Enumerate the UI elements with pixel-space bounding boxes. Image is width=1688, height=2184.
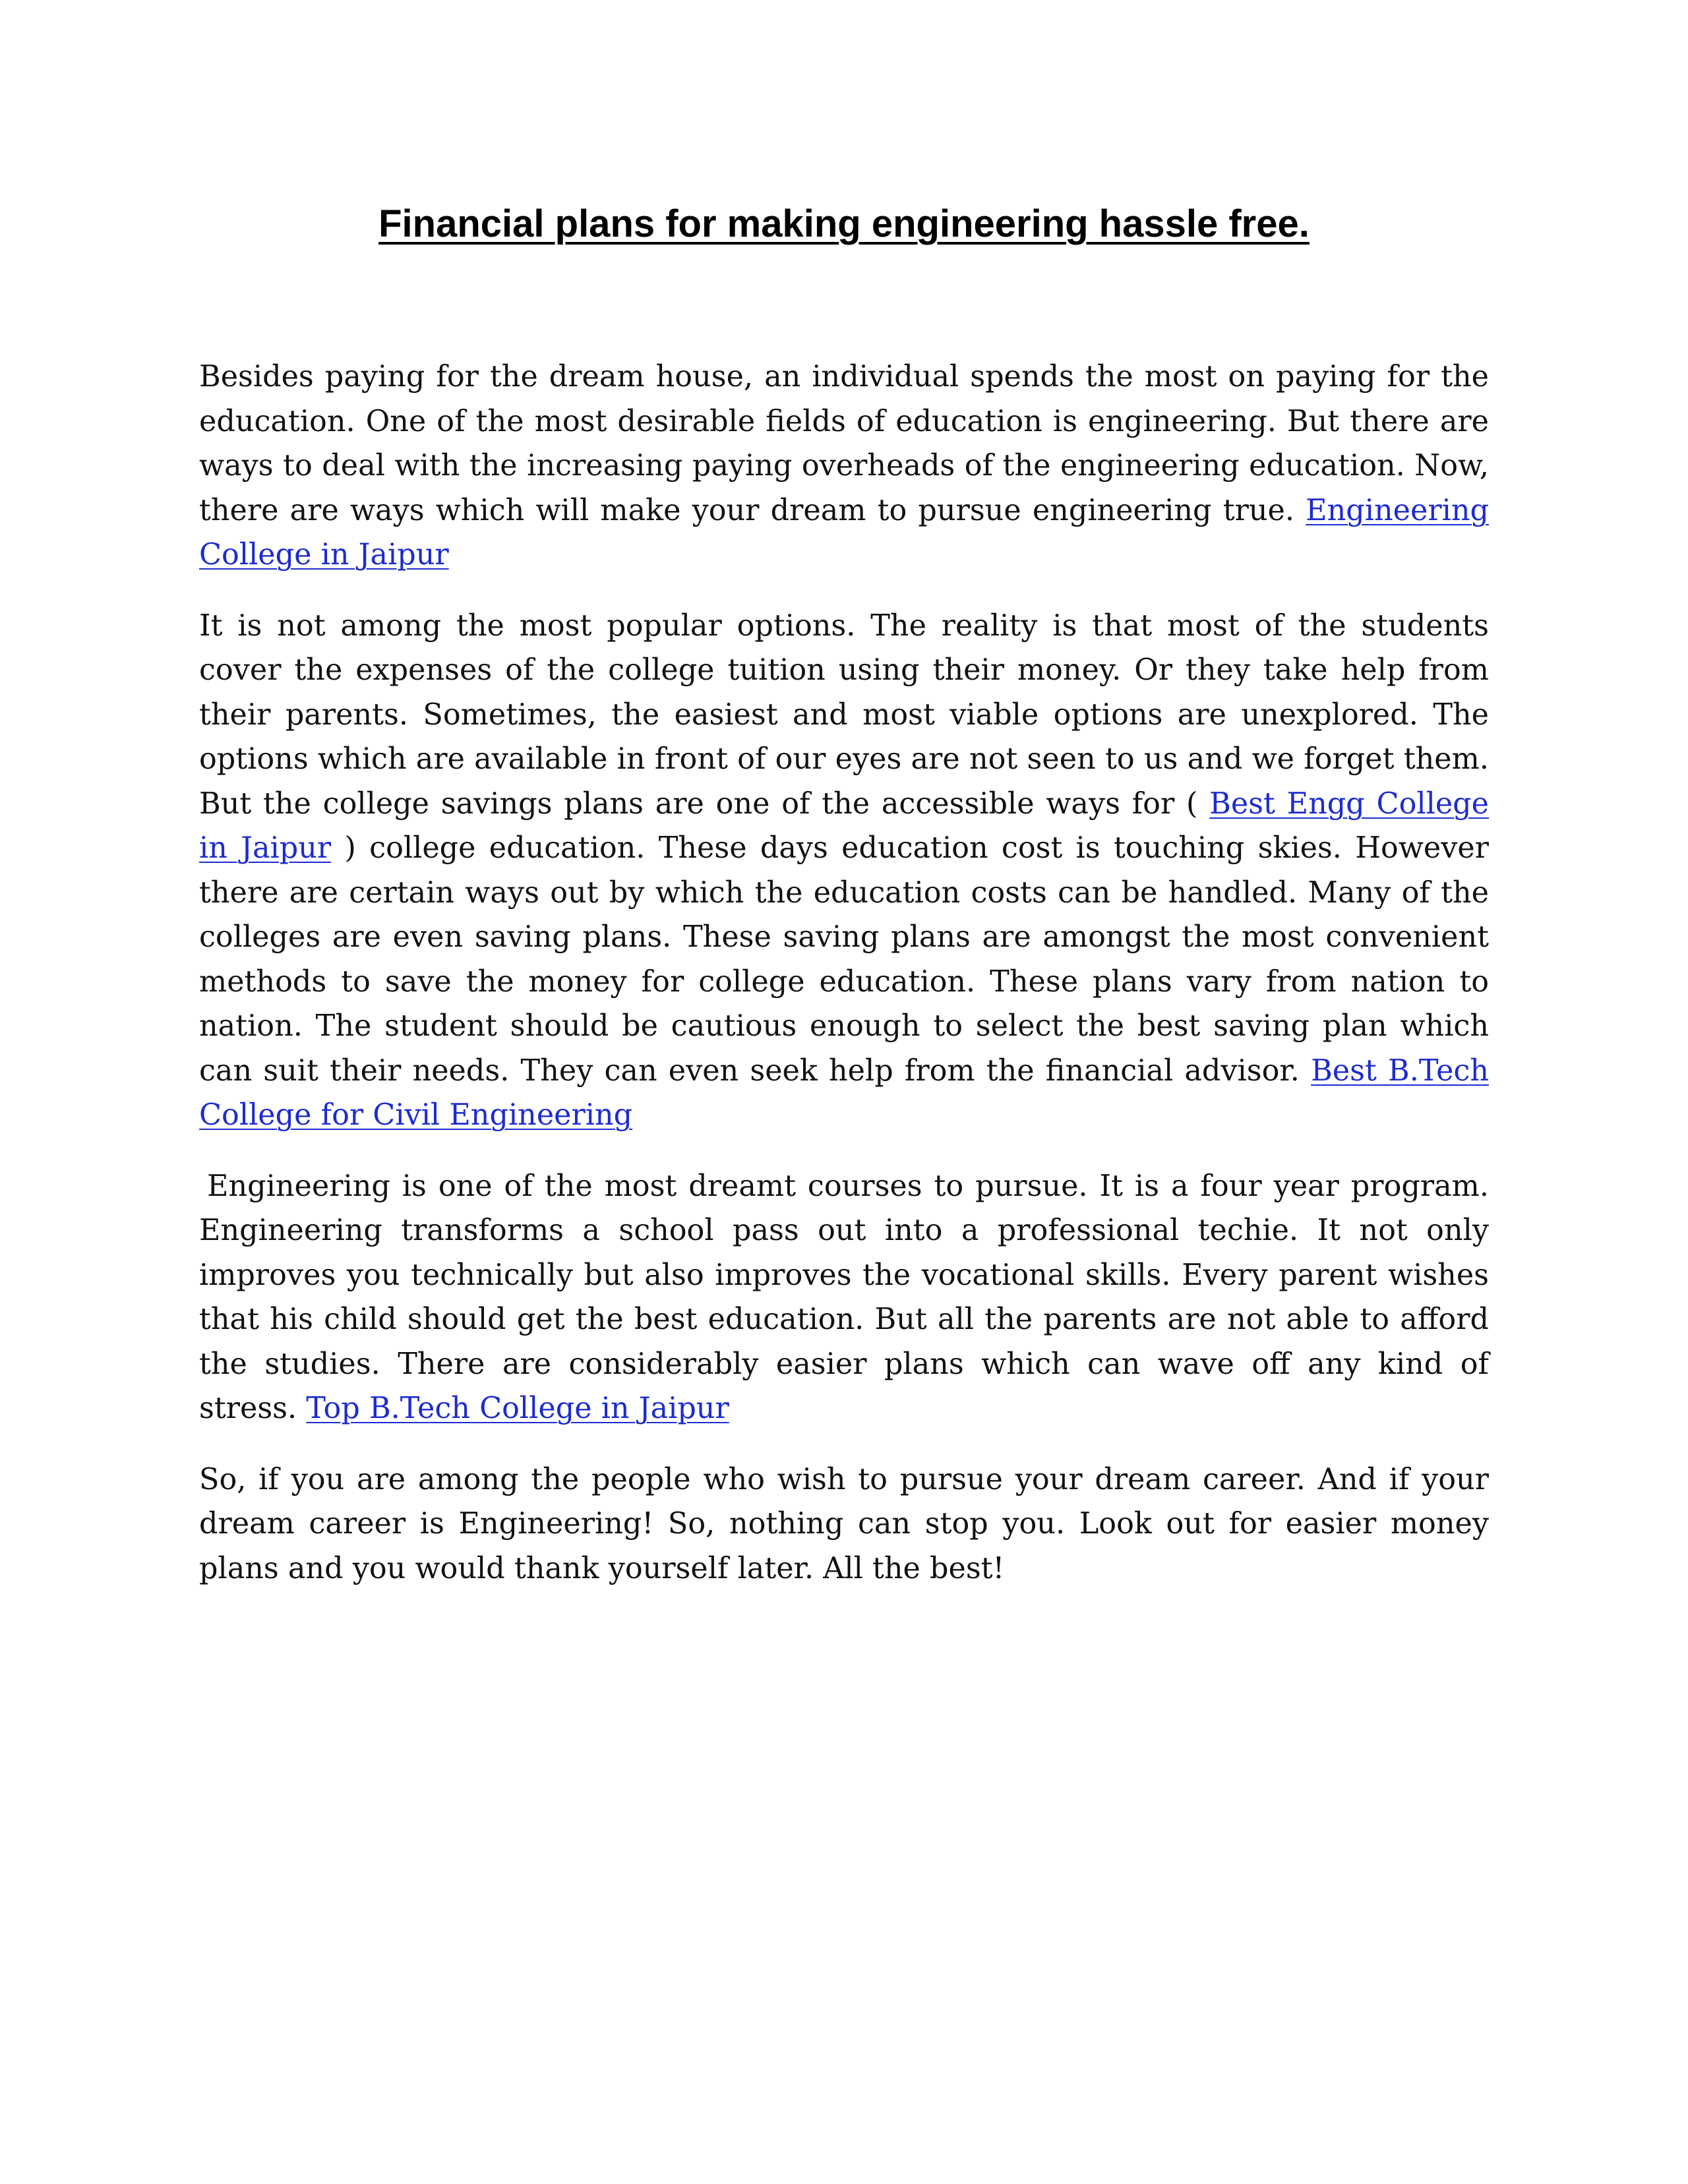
document-title	[0, 198, 1688, 251]
paragraph-2	[199, 604, 1489, 1138]
link-best-engg-college-in-jaipur[interactable]: Best Engg College in Jaipur	[199, 786, 1489, 865]
link-engineering-college-in-jaipur[interactable]: Engineering College in Jaipur	[199, 493, 1489, 572]
paragraph-2-text-before: It is not among the most popular options. The reality is that most of the students cover the expenses of the college tuition using their money. Or they take help from their parents. Sometimes, the easiest and most viable options are unexplored. The options which are available in front of our eyes are not seen to us and we forget them. But the college savings plans are one of the accessible ways for (	[199, 608, 1489, 821]
document-body	[199, 355, 1489, 1617]
paragraph-4	[199, 1458, 1489, 1591]
paragraph-1-text: Besides paying for the dream house, an individual spends the most on paying for the education. One of the most desirable fields of education is engineering. But there are ways to deal with the increasing paying overheads of the engineering education. Now, there are ways which will make your dream to pursue engineering true.	[199, 360, 1489, 527]
link-best-btech-college-civil-engineering[interactable]: Best B.Tech College for Civil Engineering	[199, 1053, 1489, 1132]
paragraph-4-text: So, if you are among the people who wish to pursue your dream career. And if your dream career is Engineering! So, nothing can stop you. Look out for easier money plans and you would thank yourself later. All the best!	[199, 1462, 1489, 1585]
paragraph-3	[199, 1164, 1489, 1431]
paragraph-1	[199, 355, 1489, 577]
document-title-text: Financial plans for making engineering hassle free.	[378, 202, 1310, 245]
paragraph-2-text-after: ) college education. These days education cost is touching skies. However there are certain ways out by which the education costs can be handled. Many of the colleges are even saving plans. These saving plans are amongst the most convenient methods to save the money for college education. These plans vary from nation to nation. The student should be cautious enough to select the best saving plan which can suit their needs. They can even seek help from the financial advisor.	[199, 831, 1489, 1088]
paragraph-3-text: Engineering is one of the most dreamt courses to pursue. It is a four year program. Engineering transforms a school pass out into a professional techie. It not only improves you technically but also improves the vocational skills. Every parent wishes that his child should get the best education. But all the parents are not able to afford the studies. There are considerably easier plans which can wave off any kind of stress.	[199, 1169, 1489, 1425]
link-top-btech-college-in-jaipur[interactable]: Top B.Tech College in Jaipur	[306, 1392, 729, 1425]
